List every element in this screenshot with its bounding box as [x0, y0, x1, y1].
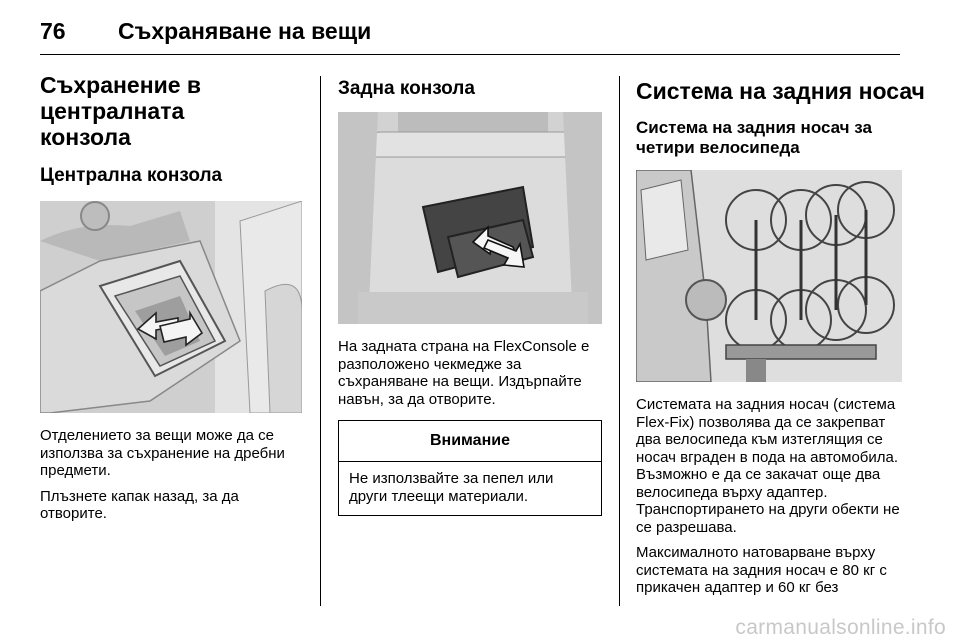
chapter-title: Съхраняване на вещи — [118, 18, 372, 44]
warning-text: Не използвайте за пепел или други тлеещи материали. — [349, 470, 554, 505]
column-rear-console — [338, 72, 602, 516]
page-header — [40, 14, 900, 55]
paragraph: Отделението за вещи може да се използва за съхранение на дребни предмети. — [40, 427, 285, 479]
bicycle-carrier-illustration — [636, 170, 902, 382]
column-divider — [619, 76, 620, 606]
section-heading: Система на задния носач — [636, 78, 925, 104]
page-number: 76 — [40, 18, 66, 44]
paragraph: Плъзнете капак назад, за да отворите. — [40, 487, 239, 522]
paragraph: Системата на задния носач (система Flex-Fix) позволява да се закрепват два велосипеда към изтеглящия се носач вграден в пода на автомобила. Възможно е да се закачат още два велосипеда върху адаптер. Транспортирането на други обекти не се разрешава. — [636, 396, 900, 536]
column-divider — [320, 76, 321, 606]
watermark: carmanualsonline.info — [735, 616, 946, 639]
rear-console-illustration — [338, 112, 602, 324]
column-center-console — [40, 72, 302, 523]
column-rear-carrier — [636, 72, 925, 597]
subsection-heading: Централна конзола — [40, 165, 223, 186]
paragraph: На задната страна на FlexConsole е разположено чекмедже за съхраняване на вещи. Издърпайте навън, за да отворите. — [338, 338, 590, 408]
section-heading: Съхранение в централната конзола — [40, 72, 202, 150]
section-heading: Задна конзола — [338, 78, 475, 99]
center-console-illustration — [40, 201, 302, 413]
warning-box — [338, 420, 602, 516]
subsection-heading: Система на задния носач за четири велосипеда — [636, 118, 872, 157]
warning-title: Внимание — [339, 421, 601, 462]
paragraph: Максималното натоварване върху системата на задния носач е 80 кг с прикачен адаптер и 60 кг без — [636, 544, 887, 596]
